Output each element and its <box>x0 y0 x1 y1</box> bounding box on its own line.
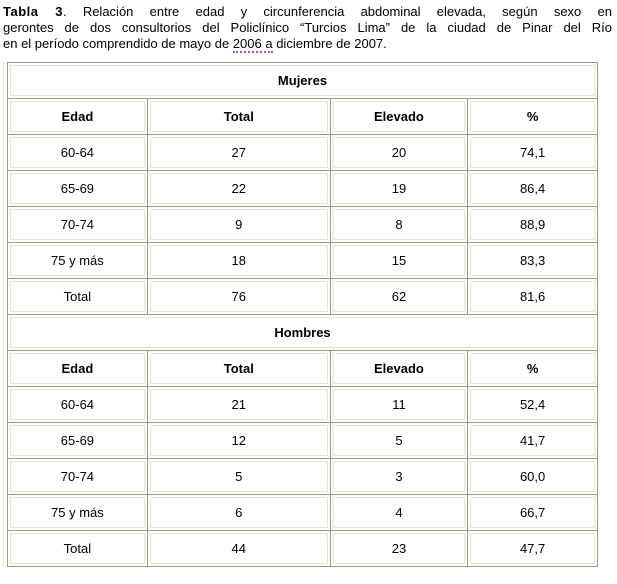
table-cell <box>8 423 148 459</box>
cell-content: 5 <box>333 425 465 456</box>
table-row <box>8 279 598 315</box>
table-cell <box>147 207 330 243</box>
cell-content: 18 <box>150 245 328 276</box>
column-header-cell <box>8 99 148 135</box>
column-header-cell <box>468 351 598 387</box>
cell-content: 15 <box>333 245 465 276</box>
table-cell <box>468 423 598 459</box>
cell-content: 60-64 <box>10 389 145 420</box>
section-header-row <box>8 63 598 99</box>
cell-content: Total <box>10 533 145 564</box>
caption-line-1 <box>3 4 612 20</box>
table-cell <box>8 171 148 207</box>
table-cell <box>147 279 330 315</box>
column-header-label: % <box>470 353 595 384</box>
table-cell <box>8 207 148 243</box>
cell-content: 21 <box>150 389 328 420</box>
data-table <box>7 62 598 567</box>
cell-content: 41,7 <box>470 425 595 456</box>
table-row <box>8 423 598 459</box>
table-cell <box>468 495 598 531</box>
spellcheck-underlined-text: 2006 a <box>232 36 273 51</box>
caption-table-number: Tabla 3 <box>3 4 63 19</box>
table-cell <box>8 459 148 495</box>
table-row <box>8 171 598 207</box>
column-header-row <box>8 351 598 387</box>
table-row <box>8 135 598 171</box>
column-header-cell <box>330 351 467 387</box>
cell-content: 22 <box>150 173 328 204</box>
cell-content: 65-69 <box>10 425 145 456</box>
cell-content: 4 <box>333 497 465 528</box>
table-cell <box>8 531 148 567</box>
column-header-cell <box>8 351 148 387</box>
column-header-label: Elevado <box>333 353 465 384</box>
cell-content: 70-74 <box>10 461 145 492</box>
table-cell <box>147 531 330 567</box>
cell-content: 8 <box>333 209 465 240</box>
cell-content: 88,9 <box>470 209 595 240</box>
column-header-label: Edad <box>10 101 145 132</box>
column-header-label: % <box>470 101 595 132</box>
table-cell <box>147 495 330 531</box>
section-header-label: Mujeres <box>10 65 595 96</box>
cell-content: 70-74 <box>10 209 145 240</box>
table-cell <box>147 459 330 495</box>
cell-content: 3 <box>333 461 465 492</box>
table-cell <box>8 387 148 423</box>
table-cell <box>468 387 598 423</box>
table-cell <box>147 423 330 459</box>
table-caption <box>3 4 612 52</box>
cell-content: 47,7 <box>470 533 595 564</box>
cell-content: 9 <box>150 209 328 240</box>
table-cell <box>330 531 467 567</box>
cell-content: 86,4 <box>470 173 595 204</box>
cell-content: 60,0 <box>470 461 595 492</box>
table-cell <box>8 279 148 315</box>
caption-text-2: gerontes de dos consultorios del Policlínico “Turcios Lima” de la ciudad de Pinar del Río <box>3 20 612 35</box>
table-cell <box>8 243 148 279</box>
table-row <box>8 243 598 279</box>
table-cell <box>468 171 598 207</box>
cell-content: 83,3 <box>470 245 595 276</box>
column-header-row <box>8 99 598 135</box>
caption-text-3: en el período comprendido de mayo de <box>3 36 233 51</box>
section-header-cell <box>8 63 598 99</box>
table-cell <box>147 243 330 279</box>
table-cell <box>330 171 467 207</box>
cell-content: 75 y más <box>10 245 145 276</box>
cell-content: 65-69 <box>10 173 145 204</box>
table-row <box>8 387 598 423</box>
cell-content: 60-64 <box>10 137 145 168</box>
cell-content: 19 <box>333 173 465 204</box>
column-header-cell <box>147 351 330 387</box>
table-cell <box>468 135 598 171</box>
cell-content: 27 <box>150 137 328 168</box>
table-row <box>8 495 598 531</box>
caption-line-2 <box>3 20 612 36</box>
column-header-cell <box>468 99 598 135</box>
cell-content: 66,7 <box>470 497 595 528</box>
cell-content: 52,4 <box>470 389 595 420</box>
cell-content: 81,6 <box>470 281 595 312</box>
table-cell <box>468 279 598 315</box>
table-cell <box>468 207 598 243</box>
table-cell <box>147 135 330 171</box>
column-header-label: Total <box>150 101 328 132</box>
caption-text-1: . Relación entre edad y circunferencia abdominal elevada, según sexo en <box>62 4 612 19</box>
table-row <box>8 207 598 243</box>
column-header-label: Elevado <box>333 101 465 132</box>
cell-content: 74,1 <box>470 137 595 168</box>
table-cell <box>330 243 467 279</box>
cell-content: 76 <box>150 281 328 312</box>
table-container <box>3 62 599 567</box>
table-cell <box>468 243 598 279</box>
cell-content: 11 <box>333 389 465 420</box>
cell-content: 23 <box>333 533 465 564</box>
cell-content: 20 <box>333 137 465 168</box>
cell-content: 12 <box>150 425 328 456</box>
cell-content: 44 <box>150 533 328 564</box>
table-cell <box>330 459 467 495</box>
table-cell <box>8 135 148 171</box>
section-header-label: Hombres <box>10 317 595 348</box>
column-header-cell <box>147 99 330 135</box>
table-cell <box>330 207 467 243</box>
table-cell <box>330 495 467 531</box>
table-cell <box>147 171 330 207</box>
caption-line-3 <box>3 36 612 52</box>
table-cell <box>330 423 467 459</box>
table-cell <box>147 387 330 423</box>
table-cell <box>330 387 467 423</box>
table-cell <box>330 135 467 171</box>
table-row <box>8 531 598 567</box>
cell-content: 62 <box>333 281 465 312</box>
section-header-row <box>8 315 598 351</box>
column-header-label: Edad <box>10 353 145 384</box>
column-header-cell <box>330 99 467 135</box>
table-cell <box>468 459 598 495</box>
cell-content: 75 y más <box>10 497 145 528</box>
table-row <box>8 459 598 495</box>
cell-content: Total <box>10 281 145 312</box>
table-cell <box>330 279 467 315</box>
cell-content: 6 <box>150 497 328 528</box>
table-cell <box>8 495 148 531</box>
section-header-cell <box>8 315 598 351</box>
column-header-label: Total <box>150 353 328 384</box>
caption-text-4: diciembre de 2007. <box>272 36 387 51</box>
cell-content: 5 <box>150 461 328 492</box>
table-cell <box>468 531 598 567</box>
